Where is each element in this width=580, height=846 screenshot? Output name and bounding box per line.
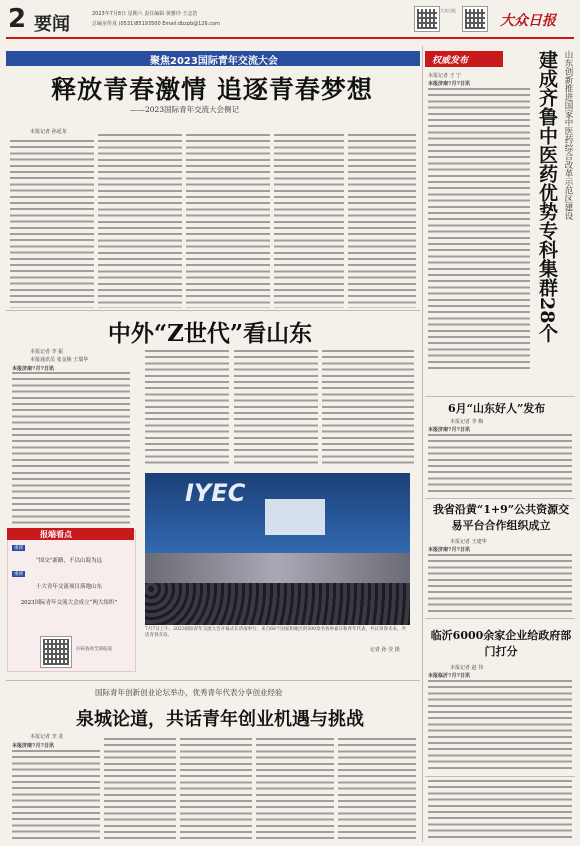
article2-body-col1-cont	[12, 472, 130, 524]
story3-headline: 我省沿黄“1+9”公共资源交易平台合作组织成立	[432, 503, 570, 532]
divider	[6, 680, 420, 681]
story4-body	[428, 680, 572, 772]
article3-kicker: 国际青年创新创业论坛举办，优秀青年代表分享创业经验	[95, 688, 283, 697]
authority-banner-text: 权威发布	[432, 56, 469, 66]
article3-byline: 本报记者 李 龙	[30, 734, 64, 740]
divider	[425, 618, 575, 619]
article1-body-col5	[348, 134, 416, 308]
divider	[425, 498, 575, 499]
story4-byline: 本报记者 赵 伟	[450, 665, 484, 671]
article1-body-col1	[10, 140, 94, 308]
audience	[145, 583, 410, 625]
header-divider	[6, 37, 574, 39]
article3-body-col5	[338, 738, 416, 840]
highlights-tag: 重磅	[14, 546, 23, 551]
qr-code-icon	[462, 6, 488, 32]
right-vertical-subhead: 山东创新推进国家中医药综合改革示范区建设	[563, 50, 573, 220]
article2-body-col4	[322, 350, 414, 468]
divider	[425, 396, 575, 397]
photo-credit: 记者 孙 莹 摄	[370, 647, 400, 653]
article1-body-col2	[98, 134, 182, 308]
article3-headline: 泉城论道，共话青年创业机遇与挑战	[76, 709, 364, 730]
qr-label: 大众日报	[440, 8, 456, 13]
topic-banner-text: 聚焦2023国际青年交流大会	[150, 56, 278, 67]
story4-headline: 临沂6000余家企业给政府部门打分	[430, 629, 572, 658]
divider	[6, 310, 420, 311]
highlights-item[interactable]: “国交”新路，不以山海为远	[35, 558, 103, 564]
qr-code-icon	[414, 6, 440, 32]
article1-byline: 本报记者 孙延龙	[30, 129, 67, 135]
article2-dateline: 本报济南7月7日讯	[12, 366, 54, 372]
highlights-tag: 重磅	[14, 572, 23, 577]
page-number: 2	[8, 4, 27, 34]
highlights-title: 报端看点	[40, 530, 72, 539]
photo-caption: 7月7日上午，2023国际青年交流大会开幕式在济南举行。来自68个国家和地区的500余名各界嘉宾和青年代表，共议青春未来，共话青春友谊。	[145, 627, 406, 638]
right-bottom-body	[428, 780, 572, 840]
story2-byline: 本报记者 李 梅	[450, 419, 484, 425]
article3-body-col4	[256, 738, 334, 840]
article1-subhead: ——2023国际青年交流大会侧记	[130, 105, 240, 114]
story2-body	[428, 434, 572, 494]
story3-body	[428, 554, 572, 614]
highlights-item[interactable]: 十大青年交流项目落地山东	[35, 584, 102, 590]
article1-body-col4	[274, 134, 344, 308]
article3-body-col1	[12, 750, 100, 840]
stage-screen	[265, 499, 325, 535]
right-vertical-headline: 建成齐鲁中医药优势专科集群28个	[536, 50, 558, 343]
right-body-col1	[428, 88, 530, 370]
article2-byline2: 本报通讯员 张金陵 王瑞华	[30, 357, 89, 363]
article2-body-col2	[145, 350, 229, 468]
stage	[145, 553, 410, 583]
masthead-info-line1: 2023年7月8日 星期六 责任编辑 黄雅玲 王志浩	[92, 11, 198, 17]
story3-byline: 本报记者 王建华	[450, 539, 487, 545]
column-divider	[422, 46, 423, 842]
section-title: 要闻	[34, 14, 70, 35]
photo-brand: IYEC	[185, 479, 246, 507]
divider	[425, 776, 575, 777]
qr-code-icon[interactable]	[40, 636, 72, 668]
article2-headline: 中外“Z世代”看山东	[107, 320, 313, 347]
article3-body-col3	[180, 738, 252, 840]
masthead-info-line2: 总编室传真 (0531)85193500 Email:dbzpb@126.com	[92, 21, 220, 27]
article1-headline: 释放青春激情 追逐青春梦想	[51, 75, 373, 104]
story2-dateline: 本报济南7月7日讯	[428, 427, 470, 433]
article3-body-col2	[104, 738, 176, 840]
right-byline: 本报记者 王 宁	[428, 73, 462, 79]
article2-body-col1	[12, 372, 130, 468]
newspaper-logo: 大众日报	[500, 13, 556, 29]
right-dateline: 本报济南7月7日讯	[428, 81, 470, 87]
article1-body-col3	[186, 134, 270, 308]
article3-dateline: 本报济南7月7日讯	[12, 743, 54, 749]
article2-byline1: 本报记者 李 振	[30, 349, 64, 355]
story4-dateline: 本报临沂7月7日讯	[428, 673, 470, 679]
article2-body-col3	[234, 350, 318, 468]
highlights-item[interactable]: 2023国际青年交流大会成立“两大组织”	[20, 600, 118, 606]
conference-photo	[145, 473, 410, 625]
story3-dateline: 本报济南7月7日讯	[428, 547, 470, 553]
story2-headline: 6月“山东好人”发布	[448, 402, 546, 415]
qr-note: 扫码查看全部报道	[76, 647, 112, 652]
